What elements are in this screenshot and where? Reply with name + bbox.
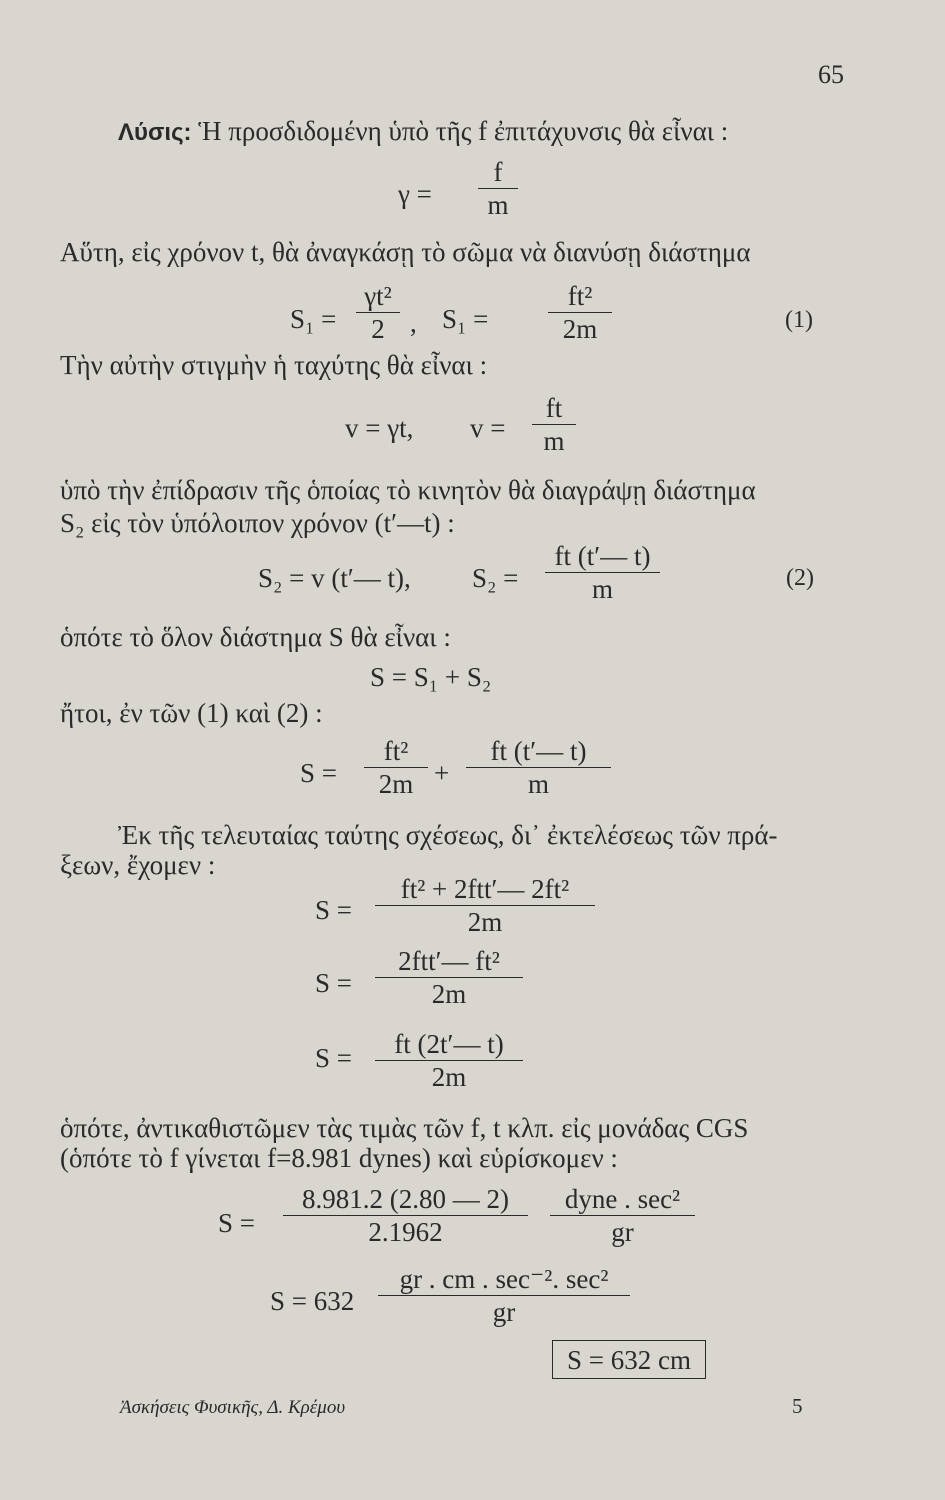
eq-sum: S = S₁ + S₂ [370,662,492,692]
paragraph-line-5: ὁπότε τὸ ὅλον διάστημα S θὰ εἶναι : [60,622,451,652]
eq-s1-fraction1 [364,737,428,799]
eq1-label: (1) [785,307,813,333]
eq-s2-lhs: S = [315,895,352,925]
eq-s3-den: 2m [431,979,467,1010]
result-box: S = 632 cm [552,1340,706,1379]
eq-s2-num: ft² + 2ftt′— 2ft² [400,874,570,904]
eq-s3-num: 2ftt′— ft² [398,946,500,976]
eq2-fraction [545,542,660,604]
eq1-lhs2: S₁ = [442,304,489,334]
eq-s3-fraction [375,947,523,1009]
fraction-bar [532,424,576,425]
paragraph-line-3: Τὴν αὐτὴν στιγμὴν ἡ ταχύτης θὰ εἶναι : [60,350,488,380]
eq-gamma-num: f [493,157,503,187]
eq-num-fraction2 [550,1185,695,1247]
eq-num-den1: 2.1962 [368,1217,443,1248]
eq1-num2: ft² [567,281,593,311]
eq-s3-lhs: S = [315,968,352,998]
eq-s1-den2: m [527,769,549,800]
eq2-lhs2: S₂ = [472,563,519,593]
eq-s1-fraction2 [466,737,611,799]
paragraph-line-8b: (ὁπότε τὸ f γίνεται f=8.981 dynes) καὶ εὑρίσκομεν : [60,1143,618,1173]
eq-v-den: m [543,426,565,457]
fraction-bar [378,1295,630,1296]
fraction-bar [364,767,428,768]
eq2-label: (2) [786,565,814,591]
eq-s1-lhs: S = [300,758,337,788]
eq1-den1: 2 [371,314,385,345]
intro-text: Ἡ προσδιδομένη ὑπὸ τῆς f ἐπιτάχυνσις θὰ εἶναι : [198,116,729,146]
eq-s2-den: 2m [467,907,503,938]
eq1-separator: , [410,308,417,338]
intro-paragraph [118,118,728,145]
eq2-den: m [591,574,613,605]
fraction-bar [466,767,611,768]
fraction-bar [283,1215,528,1216]
paragraph-line-4b: S₂ εἰς τὸν ὑπόλοιπον χρόνον (t′—t) : [60,508,455,538]
eq2-part1: S₂ = v (t′— t), [258,563,411,593]
paragraph-line-2: Αὕτη, εἰς χρόνον t, θὰ ἀναγκάσῃ τὸ σῶμα νὰ διανύσῃ διάστημα [60,237,751,267]
eq-num-den2: gr [611,1217,634,1248]
fraction-bar [375,1060,523,1061]
eq1-den2: 2m [562,314,598,345]
paragraph-line-7a: Ἐκ τῆς τελευταίας ταύτης σχέσεως, δι᾿ ἐκτελέσεως τῶν πρά- [118,820,778,850]
solution-label: Λύσις: [118,119,192,146]
eq-num-lhs: S = [218,1208,255,1238]
eq-num-num2: dyne . sec² [564,1184,681,1214]
eq1-fraction2 [548,282,612,344]
paragraph-line-4a: ὑπὸ τὴν ἐπίδρασιν τῆς ὁποίας τὸ κινητὸν θὰ διαγράψῃ διάστημα [60,475,756,505]
eq-v-lhs2: v = [470,413,506,443]
eq-s4-num: ft (2t′— t) [394,1029,504,1059]
paragraph-line-8a: ὁπότε, ἀντικαθιστῶμεν τὰς τιμὰς τῶν f, t κλπ. εἰς μονάδας CGS [60,1113,749,1143]
eq-s4-lhs: S = [315,1043,352,1073]
eq1-fraction1 [356,282,400,344]
eq-s4-den: 2m [431,1062,467,1093]
eq1-num1: γt² [364,281,392,311]
footer-signature-number: 5 [792,1394,803,1418]
eq-gamma-den: m [487,190,509,221]
fraction-bar [375,905,595,906]
footer-citation: Ἀσκήσεις Φυσικῆς, Δ. Κρέμου [120,1397,346,1418]
eq-num-num1: 8.981.2 (2.80 — 2) [302,1184,509,1214]
paragraph-line-7b: ξεων, ἔχομεν : [60,850,216,880]
eq-632-lhs: S = 632 [270,1286,355,1316]
eq-v-num: ft [545,393,563,423]
eq-s2-fraction [375,875,595,937]
eq-num-fraction1 [283,1185,528,1247]
eq-s1-operator: + [434,758,450,788]
eq2-num: ft (t′— t) [554,541,651,571]
eq-s4-fraction [375,1030,523,1092]
page-number: 65 [818,60,844,89]
eq-s1-num2: ft (t′— t) [490,736,587,766]
fraction-bar [550,1215,695,1216]
eq-v-part1: v = γt, [345,413,414,443]
eq-632-den: gr [492,1297,516,1328]
eq1-lhs1: S₁ = [290,304,337,334]
fraction-bar [545,572,660,573]
fraction-bar [356,312,400,313]
eq-s1-num1: ft² [383,736,409,766]
eq-gamma-lhs: γ = [398,179,432,209]
paragraph-line-6: ἤτοι, ἐν τῶν (1) καὶ (2) : [60,698,323,728]
eq-gamma-fraction [478,158,518,220]
fraction-bar [548,312,612,313]
fraction-bar [478,188,518,189]
fraction-bar [375,977,523,978]
eq-s1-den1: 2m [378,769,414,800]
eq-632-num: gr . cm . sec⁻². sec² [399,1264,609,1294]
eq-v-fraction [532,394,576,456]
eq-632-fraction [378,1265,630,1327]
